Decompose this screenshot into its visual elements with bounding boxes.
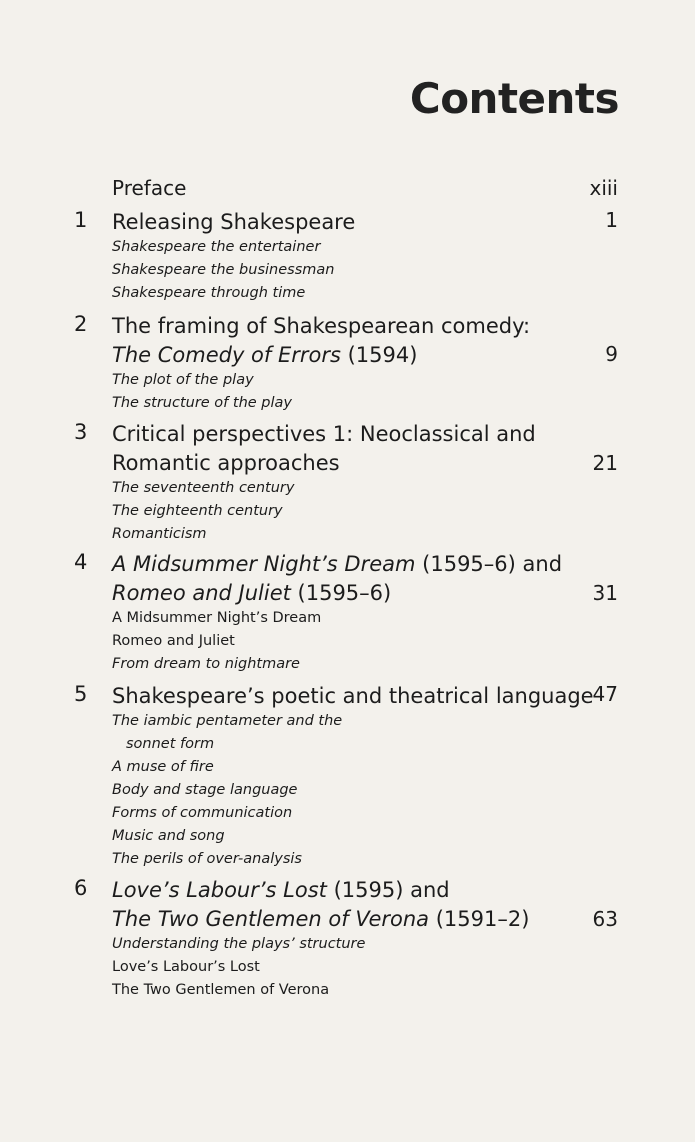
play-title: Romeo and Juliet: [112, 581, 291, 605]
section-item: The Two Gentlemen of Verona: [112, 982, 330, 998]
section-item: Music and song: [112, 828, 225, 844]
section-item: The seventeenth century: [112, 480, 295, 496]
play-date: (1595) and: [326, 878, 450, 902]
chapter-page-number: 63: [592, 907, 618, 931]
play-date: (1591–2): [429, 907, 530, 931]
play-date: (1595–6): [290, 581, 392, 605]
chapter-number: 1: [74, 208, 88, 232]
chapter-title-line-2: Romantic approaches: [112, 451, 340, 475]
section-item: Romanticism: [112, 526, 207, 542]
chapter-title-line-2: [112, 905, 529, 934]
play-date: (1595–6) and: [415, 552, 563, 576]
chapter-title: Shakespeare’s poetic and theatrical language: [112, 684, 594, 708]
chapter-title-line-1: [112, 550, 562, 579]
chapter-title: Releasing Shakespeare: [112, 210, 356, 234]
section-item: The eighteenth century: [112, 503, 283, 519]
section-item: From dream to nightmare: [112, 656, 300, 672]
section-item: The perils of over-analysis: [112, 851, 302, 867]
page-title: Contents: [409, 74, 619, 123]
chapter-title-line-1: Critical perspectives 1: Neoclassical and: [112, 422, 536, 446]
chapter-number: 3: [74, 420, 88, 444]
play-title: The Two Gentlemen of Verona: [112, 907, 430, 931]
section-item: A Midsummer Night’s Dream: [112, 610, 322, 626]
section-item: Body and stage language: [112, 782, 298, 798]
chapter-page-number: 47: [592, 682, 618, 706]
chapter-number: 2: [74, 312, 88, 336]
section-item: Understanding the plays’ structure: [112, 936, 366, 952]
section-list: [112, 933, 365, 1002]
section-item: The plot of the play: [112, 372, 254, 388]
section-item: Romeo and Juliet: [112, 633, 235, 649]
section-item: Shakespeare through time: [112, 285, 306, 301]
chapter-title-line-2: [112, 579, 391, 608]
play-title: Love’s Labour’s Lost: [112, 878, 327, 902]
section-list: [112, 236, 334, 305]
section-item: The iambic pentameter and the: [112, 713, 343, 729]
section-item: Love’s Labour’s Lost: [112, 959, 260, 975]
preface-label: Preface: [112, 176, 187, 200]
section-item: A muse of fire: [112, 759, 214, 775]
chapter-page-number: 31: [592, 581, 618, 605]
section-list: [112, 607, 321, 676]
play-date: (1594): [340, 343, 418, 367]
chapter-title-line-1: [112, 876, 450, 905]
chapter-number: 5: [74, 682, 88, 706]
chapter-title-line-1: The framing of Shakespearean comedy:: [112, 314, 531, 338]
section-item: The structure of the play: [112, 395, 292, 411]
play-title: A Midsummer Night’s Dream: [112, 552, 416, 576]
section-list: [112, 477, 294, 546]
chapter-page-number: 21: [592, 451, 618, 475]
preface-page-number: xiii: [589, 176, 618, 200]
chapter-number: 4: [74, 550, 88, 574]
section-list: [112, 369, 292, 415]
chapter-page-number: 9: [605, 342, 618, 366]
section-item-continued: sonnet form: [126, 736, 215, 752]
section-item: Shakespeare the entertainer: [112, 239, 321, 255]
chapter-number: 6: [74, 876, 88, 900]
section-list: [112, 710, 342, 871]
chapter-page-number: 1: [605, 208, 618, 232]
chapter-title-line-2: [112, 341, 417, 370]
section-item: Shakespeare the businessman: [112, 262, 335, 278]
section-item: Forms of communication: [112, 805, 293, 821]
play-title: The Comedy of Errors: [112, 343, 341, 367]
